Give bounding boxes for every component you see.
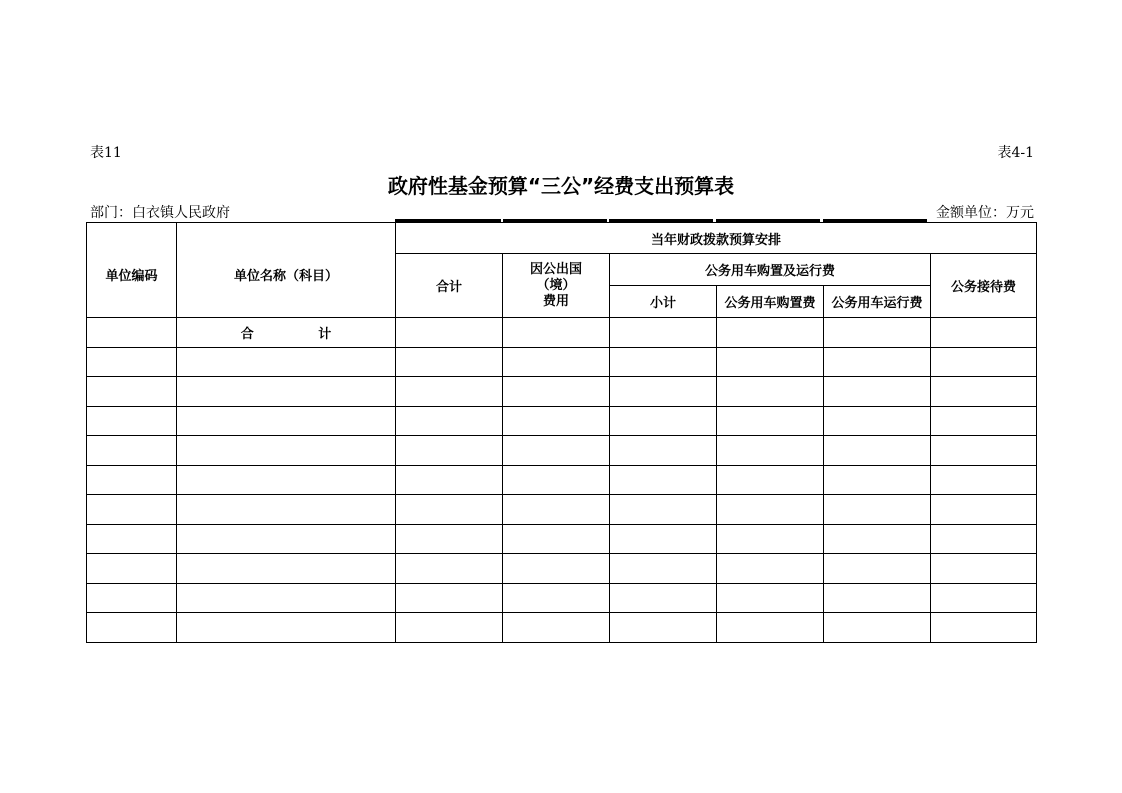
table-cell bbox=[931, 465, 1037, 495]
table-cell bbox=[177, 436, 396, 466]
department-label: 部门：白衣镇人民政府 bbox=[90, 205, 230, 221]
table-cell bbox=[177, 465, 396, 495]
table-cell bbox=[824, 377, 931, 407]
header-unit-name: 单位名称（科目） bbox=[177, 223, 396, 318]
header-unit-code: 单位编码 bbox=[87, 223, 177, 318]
table-cell bbox=[503, 554, 610, 584]
table-cell bbox=[610, 524, 717, 554]
table-cell bbox=[717, 583, 824, 613]
table-cell bbox=[717, 377, 824, 407]
table-row bbox=[87, 377, 1037, 407]
table-cell bbox=[931, 613, 1037, 643]
table-cell bbox=[610, 377, 717, 407]
header-vehicle-operation: 公务用车运行费 bbox=[824, 286, 931, 318]
table-cell bbox=[824, 613, 931, 643]
table-cell bbox=[610, 583, 717, 613]
header-total: 合计 bbox=[396, 254, 503, 318]
table-number-left: 表11 bbox=[90, 145, 122, 161]
table-row bbox=[87, 554, 1037, 584]
table-cell bbox=[503, 377, 610, 407]
table-cell bbox=[87, 465, 177, 495]
table-row bbox=[87, 347, 1037, 377]
table-cell bbox=[717, 347, 824, 377]
table-cell bbox=[610, 436, 717, 466]
header-vehicle-purchase: 公务用车购置费 bbox=[717, 286, 824, 318]
table-cell bbox=[610, 406, 717, 436]
table-cell bbox=[177, 406, 396, 436]
header-vehicle-group: 公务用车购置及运行费 bbox=[610, 254, 931, 286]
header-subtotal: 小计 bbox=[610, 286, 717, 318]
table-cell bbox=[824, 465, 931, 495]
table-row bbox=[87, 436, 1037, 466]
table-cell bbox=[824, 583, 931, 613]
table-cell bbox=[396, 495, 503, 525]
table-cell bbox=[503, 347, 610, 377]
table-cell bbox=[717, 613, 824, 643]
table-cell bbox=[610, 495, 717, 525]
table-cell bbox=[396, 554, 503, 584]
table-cell bbox=[931, 554, 1037, 584]
table-cell bbox=[931, 347, 1037, 377]
table-cell bbox=[177, 583, 396, 613]
table-cell bbox=[87, 583, 177, 613]
table-cell bbox=[931, 495, 1037, 525]
table-cell bbox=[503, 524, 610, 554]
table-cell bbox=[177, 347, 396, 377]
table-cell bbox=[610, 554, 717, 584]
table-cell bbox=[503, 613, 610, 643]
table-row bbox=[87, 583, 1037, 613]
table-cell bbox=[824, 554, 931, 584]
table-cell bbox=[396, 583, 503, 613]
table-cell bbox=[177, 524, 396, 554]
header-abroad-expense: 因公出国 （境） 费用 bbox=[503, 254, 610, 318]
table-cell bbox=[824, 318, 931, 348]
table-cell bbox=[717, 554, 824, 584]
table-cell bbox=[610, 613, 717, 643]
table-cell bbox=[396, 436, 503, 466]
table-cell bbox=[717, 495, 824, 525]
table-cell bbox=[931, 436, 1037, 466]
table-row bbox=[87, 406, 1037, 436]
table-cell bbox=[87, 436, 177, 466]
table-row bbox=[87, 613, 1037, 643]
table-cell bbox=[503, 495, 610, 525]
total-row-label: 合 计 bbox=[177, 318, 396, 348]
table-cell bbox=[87, 347, 177, 377]
table-cell bbox=[610, 465, 717, 495]
table-cell bbox=[503, 406, 610, 436]
table-row bbox=[87, 524, 1037, 554]
table-cell bbox=[177, 377, 396, 407]
table-cell bbox=[396, 406, 503, 436]
table-cell bbox=[931, 406, 1037, 436]
table-cell bbox=[824, 406, 931, 436]
table-cell bbox=[87, 554, 177, 584]
total-row bbox=[87, 318, 1037, 348]
table-cell bbox=[610, 347, 717, 377]
budget-table bbox=[86, 222, 1037, 643]
table-cell bbox=[87, 406, 177, 436]
table-cell bbox=[610, 318, 717, 348]
table-cell bbox=[503, 318, 610, 348]
table-cell bbox=[396, 377, 503, 407]
table-cell bbox=[717, 436, 824, 466]
page-title: 政府性基金预算“三公”经费支出预算表 bbox=[387, 174, 735, 198]
table-cell bbox=[717, 524, 824, 554]
table-cell bbox=[824, 495, 931, 525]
table-cell bbox=[87, 495, 177, 525]
table-cell bbox=[824, 347, 931, 377]
table-cell bbox=[87, 377, 177, 407]
table-cell bbox=[931, 318, 1037, 348]
header-current-year-group: 当年财政拨款预算安排 bbox=[396, 223, 1037, 254]
table-row bbox=[87, 495, 1037, 525]
table-cell bbox=[931, 377, 1037, 407]
table-cell bbox=[87, 524, 177, 554]
table-cell bbox=[396, 465, 503, 495]
table-cell bbox=[717, 465, 824, 495]
table-cell bbox=[177, 495, 396, 525]
table-cell bbox=[396, 347, 503, 377]
table-cell bbox=[503, 583, 610, 613]
table-cell bbox=[824, 524, 931, 554]
table-cell bbox=[396, 524, 503, 554]
table-cell bbox=[503, 465, 610, 495]
table-cell bbox=[177, 554, 396, 584]
table-cell bbox=[396, 318, 503, 348]
amount-unit-label: 金额单位：万元 bbox=[936, 205, 1034, 221]
table-cell bbox=[717, 406, 824, 436]
table-cell bbox=[396, 613, 503, 643]
table-cell bbox=[717, 318, 824, 348]
header-reception: 公务接待费 bbox=[931, 254, 1037, 318]
table-number-right: 表4-1 bbox=[997, 145, 1034, 161]
table-cell bbox=[503, 436, 610, 466]
table-cell bbox=[87, 318, 177, 348]
table-cell bbox=[931, 524, 1037, 554]
table-cell bbox=[87, 613, 177, 643]
table-row bbox=[87, 465, 1037, 495]
table-cell bbox=[824, 436, 931, 466]
table-cell bbox=[931, 583, 1037, 613]
table-cell bbox=[177, 613, 396, 643]
